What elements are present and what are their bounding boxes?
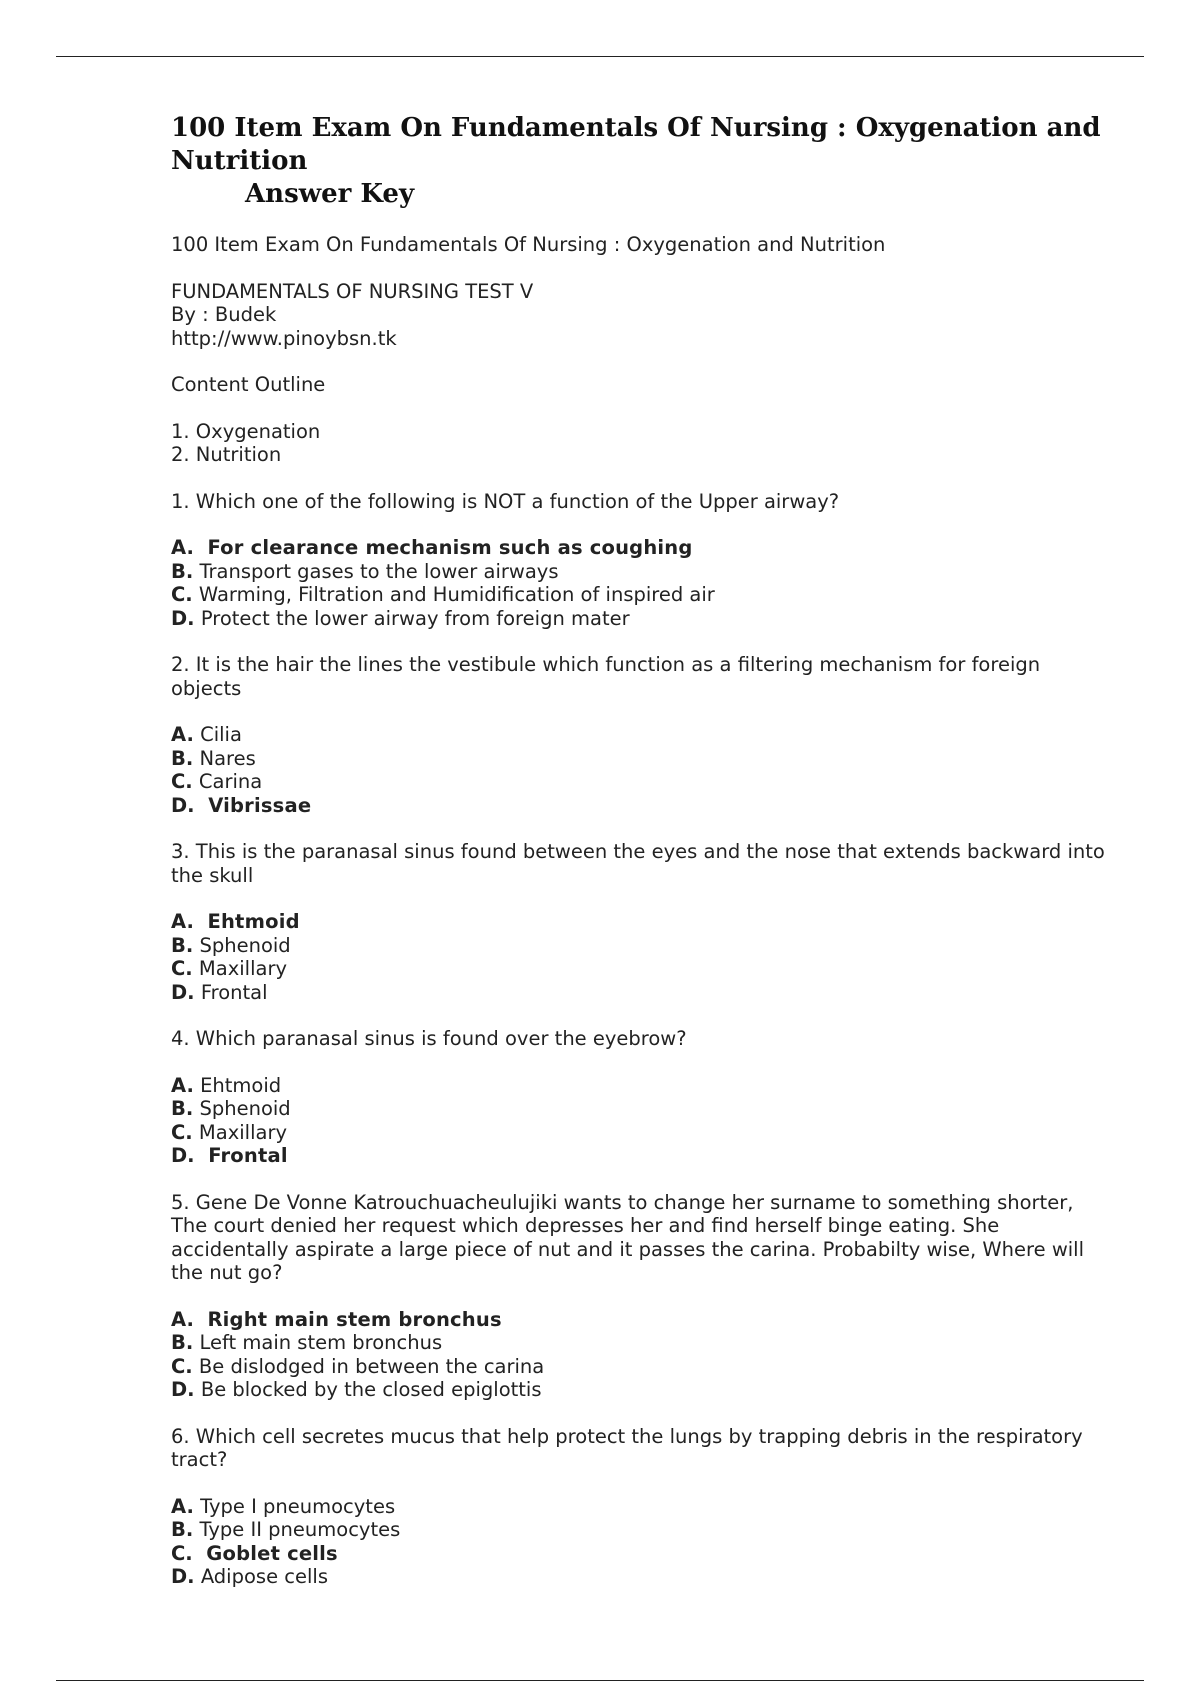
answer-option <box>171 770 1111 794</box>
option-text: Goblet cells <box>206 1541 338 1565</box>
outline-heading: Content Outline <box>171 373 326 396</box>
option-letter: D. <box>171 1144 195 1167</box>
option-letter: D. <box>171 1565 195 1588</box>
answer-options <box>171 910 1111 1004</box>
question-text: 5. Gene De Vonne Katrouchuacheulujiki wants to change her surname to something shorter, The court denied her request which depresses her and find herself binge eating. She accidentally aspirate a large piece of nut and it passes the carina. Probabilty wise, Where will the nut go? <box>171 1190 1085 1284</box>
correct-answer-option <box>171 1144 1111 1168</box>
option-letter: D. <box>171 606 195 630</box>
test-name: FUNDAMENTALS OF NURSING TEST V <box>171 279 534 303</box>
answer-option <box>171 1355 1111 1379</box>
option-letter: D. <box>171 980 195 1004</box>
option-letter: C. <box>171 770 193 793</box>
source-url: http://www.pinoybsn.tk <box>171 326 397 350</box>
content-outline <box>171 420 1111 467</box>
answer-options <box>171 1495 1111 1589</box>
option-text: Ehtmoid <box>200 1073 282 1097</box>
correct-answer-option <box>171 536 1111 560</box>
outline-item: 1. Oxygenation <box>171 419 321 443</box>
document-title <box>171 112 1111 211</box>
answer-option <box>171 957 1111 981</box>
option-letter: A. <box>171 1073 194 1097</box>
option-letter: A. <box>171 1307 194 1331</box>
answer-options <box>171 723 1111 817</box>
option-text: Type I pneumocytes <box>200 1494 396 1518</box>
option-letter: B. <box>171 1331 194 1354</box>
question-list <box>171 490 1111 1589</box>
question-text: 3. This is the paranasal sinus found between the eyes and the nose that extends backward into the skull <box>171 840 1105 887</box>
option-letter: D. <box>171 1378 195 1401</box>
answer-options <box>171 536 1111 630</box>
correct-answer-option <box>171 794 1111 818</box>
option-text: Sphenoid <box>199 1097 291 1120</box>
option-letter: A. <box>171 1494 194 1518</box>
option-text: Protect the lower airway from foreign mater <box>200 606 630 630</box>
option-letter: B. <box>171 933 194 957</box>
option-letter: C. <box>171 1354 193 1378</box>
question-text: 6. Which cell secretes mucus that help protect the lungs by trapping debris in the respiratory tract? <box>171 1424 1083 1471</box>
option-letter: C. <box>171 583 193 606</box>
answer-option <box>171 1518 1111 1542</box>
option-text: Maxillary <box>198 1120 287 1144</box>
document-body <box>171 112 1111 1612</box>
option-text: Cilia <box>200 723 242 746</box>
option-text: Ehtmoid <box>207 910 300 933</box>
answer-option <box>171 560 1111 584</box>
option-letter: D. <box>171 793 195 817</box>
option-text: Nares <box>199 746 256 770</box>
option-letter: B. <box>171 746 194 770</box>
answer-option <box>171 1097 1111 1121</box>
option-text: Vibrissae <box>208 793 312 817</box>
answer-option <box>171 934 1111 958</box>
test-info <box>171 280 1111 351</box>
option-text: Maxillary <box>198 957 287 980</box>
answer-option <box>171 1331 1111 1355</box>
question-text: 2. It is the hair the lines the vestibule which function as a filtering mechanism for foreign objects <box>171 653 1041 700</box>
option-text: Transport gases to the lower airways <box>199 559 559 583</box>
option-letter: C. <box>171 1541 193 1565</box>
outline-item: 2. Nutrition <box>171 443 282 466</box>
correct-answer-option <box>171 1308 1111 1332</box>
author: By : Budek <box>171 303 277 326</box>
answer-option <box>171 1565 1111 1589</box>
answer-options <box>171 1074 1111 1168</box>
title-line-1: 100 Item Exam On Fundamentals Of Nursing : Oxygenation and Nutrition <box>171 113 1101 176</box>
answer-option <box>171 1378 1111 1402</box>
title-line-2: Answer Key <box>245 179 415 209</box>
answer-option <box>171 981 1111 1005</box>
option-text: For clearance mechanism such as coughing <box>207 536 693 559</box>
option-letter: B. <box>171 1518 194 1541</box>
answer-option <box>171 1121 1111 1145</box>
option-text: Carina <box>198 770 263 793</box>
question-text: 4. Which paranasal sinus is found over the eyebrow? <box>171 1027 687 1050</box>
answer-option <box>171 607 1111 631</box>
option-text: Frontal <box>200 980 268 1004</box>
option-text: Type II pneumocytes <box>199 1518 401 1541</box>
option-letter: A. <box>171 723 194 746</box>
option-text: Right main stem bronchus <box>207 1307 502 1331</box>
answer-option <box>171 723 1111 747</box>
option-text: Be dislodged in between the carina <box>198 1354 545 1378</box>
option-text: Adipose cells <box>200 1565 328 1588</box>
option-text: Left main stem bronchus <box>199 1331 443 1354</box>
option-letter: A. <box>171 910 194 933</box>
option-text: Sphenoid <box>199 933 291 957</box>
option-letter: B. <box>171 1097 194 1120</box>
answer-option <box>171 583 1111 607</box>
option-letter: C. <box>171 957 193 980</box>
option-letter: B. <box>171 559 194 583</box>
option-letter: A. <box>171 536 194 559</box>
top-divider <box>56 56 1144 57</box>
answer-option <box>171 747 1111 771</box>
option-letter: C. <box>171 1120 193 1144</box>
answer-option <box>171 1074 1111 1098</box>
correct-answer-option <box>171 1542 1111 1566</box>
answer-option <box>171 1495 1111 1519</box>
bottom-divider <box>56 1680 1144 1681</box>
option-text: Frontal <box>208 1144 288 1167</box>
document-subtitle: 100 Item Exam On Fundamentals Of Nursing : Oxygenation and Nutrition <box>171 233 886 256</box>
question-text: 1. Which one of the following is NOT a function of the Upper airway? <box>171 489 840 513</box>
answer-options <box>171 1308 1111 1402</box>
option-text: Be blocked by the closed epiglottis <box>200 1378 542 1401</box>
correct-answer-option <box>171 910 1111 934</box>
option-text: Warming, Filtration and Humidification of inspired air <box>198 583 715 606</box>
